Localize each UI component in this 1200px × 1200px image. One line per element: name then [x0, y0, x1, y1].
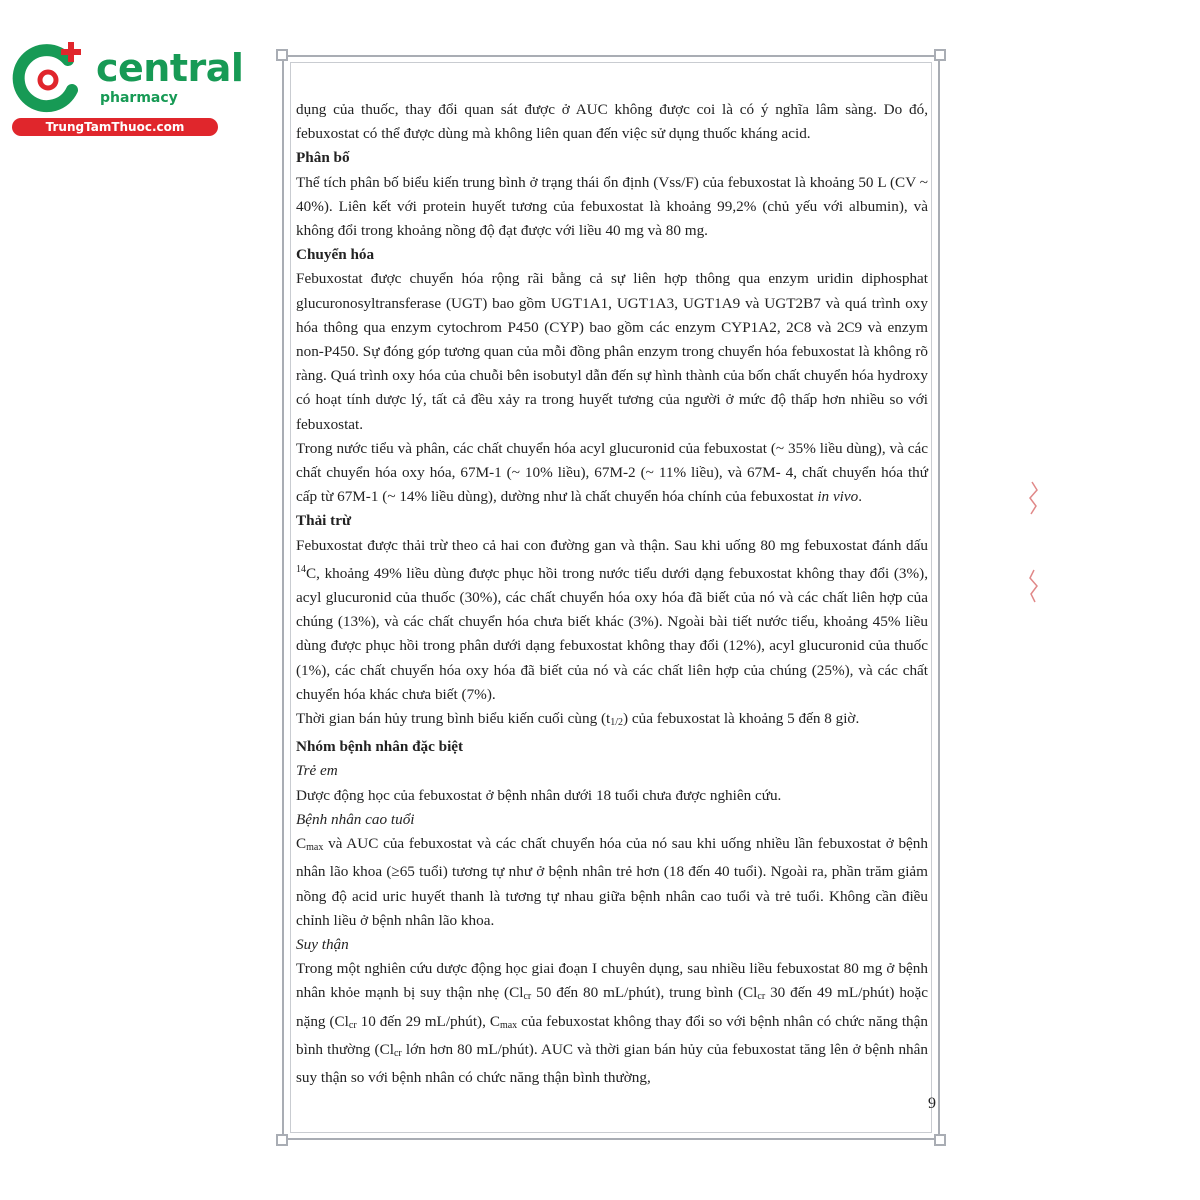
subscript: max — [306, 842, 324, 854]
page-number: 9 — [928, 1095, 936, 1112]
italic-term: in vivo — [817, 488, 859, 506]
subscript: cr — [757, 991, 766, 1003]
text-run: Thể tích phân bố biểu kiến trung bình ở trạng thái ổn định (Vss/F) của febuxostat là khoảng 50 L (CV ~ 40%). Liên kết với protein huyết tương của febuxostat là khoảng 99,2% (chủ yếu với albumin), và không đổi trong khoảng nồng độ đạt được với liều 40 mg và 80 mg. — [296, 173, 928, 240]
text-run: C, khoảng 49% liều dùng được phục hồi trong nước tiểu dưới dạng febuxostat không thay đổi (3%), acyl glucuronid của thuốc (30%), các chất chuyển hóa oxy hóa đã biết của nó và các chất liên hợp của chúng (13%), và các chất chuyển hóa chưa biết khác (3%). Ngoài bài tiết nước tiểu, khoảng 45% liều dùng được phục hồi trong phân dưới dạng febuxostat không thay đổi (12%), acyl glucuronid của thuốc (1%), các chất chuyển hóa oxy hóa đã biết của nó và các chất liên hợp của chúng (25%), và các chất chuyển hóa khác chưa biết (7%). — [296, 564, 928, 703]
text-run: dụng của thuốc, thay đổi quan sát được ở AUC không được coi là có ý nghĩa lâm sàng. Do đó, febuxostat có thể được dùng mà không liên quan đến việc sử dụng thuốc kháng acid. — [296, 101, 928, 143]
body-paragraph — [296, 784, 928, 808]
logo-sub-text: pharmacy — [100, 90, 178, 106]
logo-url-badge[interactable]: TrungTamThuoc.com — [12, 118, 218, 136]
subscript: 1/2 — [610, 717, 624, 729]
subscript: cr — [348, 1019, 357, 1031]
frame-corner-ornament — [934, 1134, 946, 1146]
body-paragraph — [296, 171, 928, 244]
frame-corner-ornament — [276, 1134, 288, 1146]
central-pharmacy-c-icon — [10, 38, 90, 118]
central-pharmacy-logo[interactable] — [10, 38, 244, 138]
text-run: Dược động học của febuxostat ở bệnh nhân dưới 18 tuổi chưa được nghiên cứu. — [296, 786, 782, 804]
section-heading: Thải trừ — [296, 512, 352, 530]
document-body — [296, 98, 928, 1090]
superscript: 14 — [296, 563, 306, 575]
text-run: C — [296, 835, 307, 853]
text-run: Thời gian bán hủy trung bình biểu kiến cuối cùng (t — [296, 710, 611, 728]
section-subheading: Bệnh nhân cao tuổi — [296, 810, 415, 828]
logo-brand-text: central — [96, 46, 244, 90]
body-paragraph — [296, 707, 928, 735]
body-paragraph — [296, 534, 928, 707]
text-run: ) của febuxostat là khoảng 5 đến 8 giờ. — [623, 710, 860, 728]
text-run: lớn hơn 80 mL/phút). AUC và thời gian bán hủy của febuxostat tăng lên ở bệnh nhân suy thận so với bệnh nhân có chức năng thận bình thường, — [296, 1040, 928, 1086]
frame-corner-ornament — [276, 49, 288, 61]
text-run: 50 đến 80 mL/phút), trung bình (Cl — [531, 984, 758, 1002]
body-paragraph — [296, 957, 928, 1090]
text-run: Febuxostat được thải trừ theo cả hai con đường gan và thận. Sau khi uống 80 mg febuxostat đánh dấu — [296, 536, 928, 554]
section-heading: Phân bố — [296, 149, 350, 167]
stamp-scribble-icon — [1026, 568, 1040, 608]
text-run: Trong một nghiên cứu dược động học giai đoạn I chuyên dụng, sau nhiều liều febuxostat 80 mg ở bệnh nhân khỏe mạnh bị suy thận nhẹ (Cl — [296, 960, 928, 1002]
text-run: . — [858, 488, 863, 506]
subscript: max — [499, 1019, 518, 1031]
section-heading: Chuyển hóa — [296, 246, 375, 264]
text-run: 30 đến 49 mL/phút) hoặc nặng (Cl — [296, 984, 928, 1030]
section-heading: Nhóm bệnh nhân đặc biệt — [296, 738, 464, 756]
margin-stamp-mark — [1023, 568, 1040, 608]
body-paragraph — [296, 267, 928, 436]
margin-stamp-mark — [1023, 480, 1040, 520]
body-paragraph — [296, 98, 928, 146]
text-run: Febuxostat được chuyển hóa rộng rãi bằng cả sự liên hợp thông qua enzym uridin diphosphat glucuronosyltransferase (UGT) bao gồm UGT1A1, UGT1A3, UGT1A9 và UGT2B7 và quá trình oxy hóa thông qua enzym cytochrom P450 (CYP) bao gồm các enzym CYP1A2, 2C8 và 2C9 và enzym non-P450. Sự đóng góp tương quan của mỗi đồng phân enzym trong chuyển hóa febuxostat là không rõ ràng. Quá trình oxy hóa của chuỗi bên isobutyl dẫn đến sự hình thành của bốn chất chuyển hóa hydroxy có hoạt tính dược lý, tất cả đều xảy ra trong huyết tương của người ở mức độ thấp hơn nhiều so với febuxostat. — [296, 270, 928, 433]
stamp-scribble-icon — [1026, 480, 1040, 520]
text-run: và AUC của febuxostat và các chất chuyển hóa của nó sau khi uống nhiều lần febuxostat ở bệnh nhân lão khoa (≥65 tuổi) tương tự như ở bệnh nhân trẻ hơn (18 đến 40 tuổi). Ngoài ra, phần trăm giảm nồng độ acid uric huyết thanh là tương tự nhau giữa bệnh nhân cao tuổi và trẻ tuổi. Không cần điều chỉnh liều ở bệnh nhân lão khoa. — [296, 835, 928, 929]
body-paragraph — [296, 832, 928, 933]
subscript: cr — [393, 1047, 402, 1059]
frame-corner-ornament — [934, 49, 946, 61]
text-run: của febuxostat không thay đổi so với bệnh nhân có chức năng thận bình thường (Cl — [296, 1012, 928, 1058]
text-run: Trong nước tiểu và phân, các chất chuyển hóa acyl glucuronid của febuxostat (~ 35% liều dùng), và các chất chuyển hóa oxy hóa, 67M-1 (~ 10% liều), 67M-2 (~ 11% liều), và 67M- 4, chất chuyển hóa thứ cấp từ 67M-1 (~ 14% liều dùng), dường như là chất chuyển hóa chính của febuxostat — [296, 439, 928, 506]
section-subheading: Trẻ em — [296, 762, 338, 780]
text-run: 10 đến 29 mL/phút), C — [356, 1012, 500, 1030]
body-paragraph — [296, 437, 928, 510]
subscript: cr — [523, 991, 532, 1003]
section-subheading: Suy thận — [296, 935, 349, 953]
